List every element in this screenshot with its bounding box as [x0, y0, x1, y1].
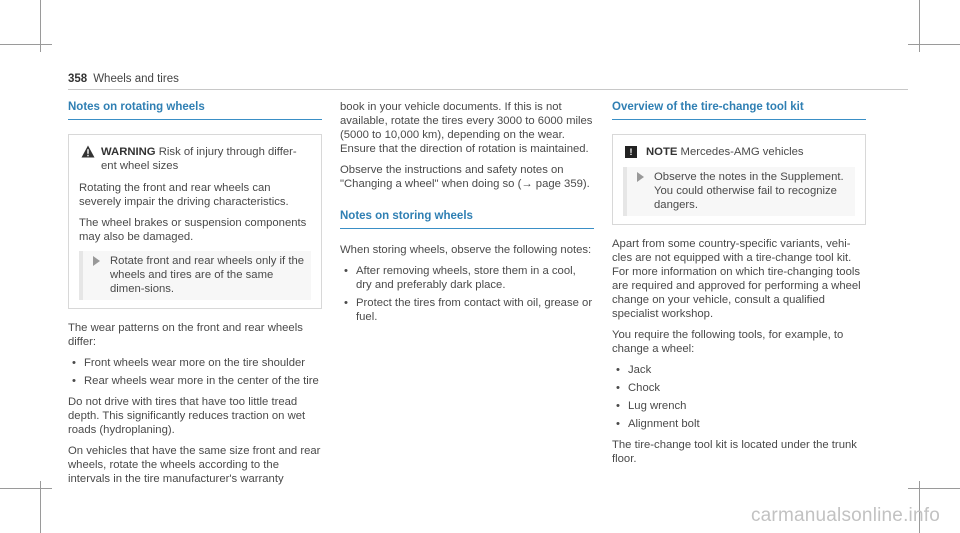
- list-item-text: Lug wrench: [628, 400, 687, 412]
- arrow-right-icon: [637, 172, 644, 182]
- column-3: [612, 100, 866, 473]
- hint-text: Observe the notes in the Supplement. You could otherwise fail to recognize dangers.: [654, 171, 844, 211]
- list-item: [68, 356, 322, 370]
- column-1: [68, 100, 322, 493]
- warning-label: WARNING: [101, 146, 156, 158]
- bullet-list: [612, 363, 866, 431]
- hint: [623, 167, 855, 216]
- list-item-text: Jack: [628, 364, 652, 376]
- list-item-text: Chock: [628, 382, 661, 394]
- list-item-text: Front wheels wear more on the tire shoulder: [84, 357, 306, 369]
- header-divider: [68, 89, 908, 90]
- bullet: •: [344, 265, 348, 277]
- warning-icon: [81, 145, 95, 158]
- list-item: [612, 417, 866, 431]
- section-heading: Notes on rotating wheels: [68, 100, 322, 120]
- watermark: carmanualsonline.info: [750, 505, 940, 526]
- warning-title-text: Risk of injury through differ-ent wheel sizes: [101, 146, 297, 172]
- list-item: [68, 374, 322, 388]
- warning-box: [68, 134, 322, 309]
- bullet-list: [340, 264, 594, 324]
- list-item: [612, 363, 866, 377]
- bullet: •: [72, 375, 76, 387]
- hint-text: Rotate front and rear wheels only if the wheels and tires are of the same dimen-sions.: [110, 255, 305, 295]
- crop-mark: [919, 0, 920, 52]
- crop-mark: [40, 481, 41, 533]
- crop-mark: [908, 44, 960, 45]
- paragraph: Apart from some country-specific variants, vehi-cles are not equipped with a tire-change tool kit. For more information on which tire-changing tools are required and approved for performing a wheel change on your vehicle, consult a qualified specialist workshop.: [612, 238, 861, 320]
- bullet: •: [616, 382, 620, 394]
- paragraph: On vehicles that have the same size front and rear wheels, rotate the wheels according to the intervals in the tire manufacturer's warranty: [68, 445, 321, 485]
- paragraph: Observe the instructions and safety notes on "Changing a wheel" when doing so (→ page 359).: [340, 164, 590, 190]
- list-item: [340, 264, 594, 292]
- section-heading: Notes on storing wheels: [340, 209, 594, 229]
- page-header: [68, 73, 179, 85]
- crop-mark: [40, 0, 41, 52]
- bullet-list: [68, 356, 322, 388]
- paragraph: When storing wheels, observe the following notes:: [340, 244, 592, 256]
- list-item: [612, 381, 866, 395]
- section-heading: Overview of the tire-change tool kit: [612, 100, 866, 120]
- warning-paragraph: The wheel brakes or suspension components may also be damaged.: [79, 217, 307, 243]
- list-item-text: After removing wheels, store them in a cool, dry and preferably dark place.: [356, 265, 576, 291]
- note-box: [612, 134, 866, 225]
- bullet: •: [616, 400, 620, 412]
- bullet: •: [616, 418, 620, 430]
- note-label: NOTE: [646, 146, 678, 158]
- warning-paragraph: Rotating the front and rear wheels can severely impair the driving characteristics.: [79, 182, 289, 208]
- bullet: •: [72, 357, 76, 369]
- crop-mark: [0, 488, 52, 489]
- paragraph: You require the following tools, for example, to change a wheel:: [612, 329, 844, 355]
- column-2: [340, 100, 594, 331]
- note-title-text: Mercedes-AMG vehicles: [680, 146, 804, 158]
- hint: [79, 251, 311, 300]
- bullet: •: [344, 297, 348, 309]
- list-item-text: Rear wheels wear more in the center of the tire: [84, 375, 319, 387]
- warning-title: [79, 145, 311, 173]
- note-icon: !: [625, 146, 637, 158]
- arrow-right-icon: [93, 256, 100, 266]
- list-item-text: Alignment bolt: [628, 418, 700, 430]
- bullet: •: [616, 364, 620, 376]
- note-title: [623, 145, 855, 159]
- paragraph: The tire-change tool kit is located under the trunk floor.: [612, 439, 857, 465]
- paragraph: The wear patterns on the front and rear wheels differ:: [68, 322, 303, 348]
- paragraph: Do not drive with tires that have too little tread depth. This significantly reduces traction on wet roads (hydroplaning).: [68, 396, 306, 436]
- crop-mark: [0, 44, 52, 45]
- list-item: [612, 399, 866, 413]
- list-item-text: Protect the tires from contact with oil, grease or fuel.: [356, 297, 593, 323]
- list-item: [340, 296, 594, 324]
- crop-mark: [908, 488, 960, 489]
- page-number: 358: [68, 73, 88, 85]
- paragraph: book in your vehicle documents. If this is not available, rotate the tires every 3000 to 6000 miles (5000 to 10,000 km), depending on the wear. Ensure that the direction of rotation is maintained.: [340, 101, 593, 155]
- page-header-title: Wheels and tires: [93, 73, 179, 85]
